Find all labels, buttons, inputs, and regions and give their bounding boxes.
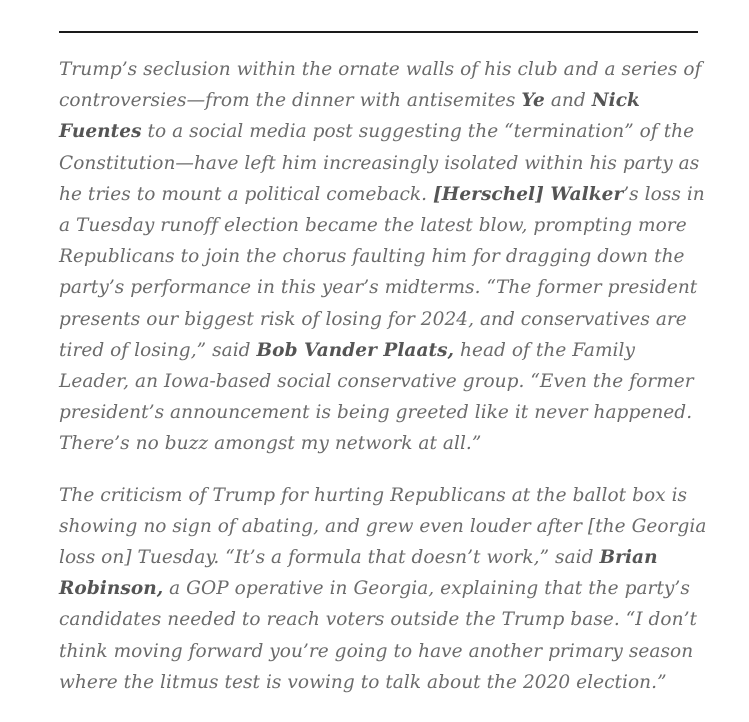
article-excerpt (59, 54, 707, 698)
article-paragraph-2 (59, 480, 707, 698)
text-segment: head of the Family Leader, an Iowa-based social conservative group. “Even the former president’s announcement is being greeted like it never happened. There’s no buzz amongst my network at all.” (59, 339, 694, 455)
text-segment: a GOP operative in Georgia, explaining that the party’s candidates needed to reach voters outside the Trump base. “I don’t think moving forward you’re going to have another primary season where the litmus test is vowing to talk about the 2020 election.” (59, 578, 697, 693)
text-segment: The criticism of Trump for hurting Republicans at the ballot box is showing no sign of abating, and grew even louder after [the Georgia loss on] Tuesday. “It’s a formula that doesn’t work,” said (59, 484, 707, 569)
person-name-herschel-walker: [Herschel] Walker (433, 183, 624, 205)
text-segment: ’s loss in a Tuesday runoff election became the latest blow, prompting more Republicans to join the chorus faulting him for dragging down the party’s performance in this year’s midterms. “The former president presents our biggest risk of losing for 2024, and conservatives are tired of losing,” said (59, 183, 705, 361)
person-name-brian-robinson: Brian Robinson, (59, 547, 658, 600)
top-divider (59, 31, 698, 33)
person-name-ye: Ye (521, 90, 545, 112)
article-paragraph-1 (59, 54, 707, 460)
person-name-bob-vander-plaats: Bob Vander Plaats, (256, 339, 455, 361)
text-segment: to a social media post suggesting the “termination” of the Constitution—have left him increasingly isolated within his party as he tries to mount a political comeback. (59, 121, 700, 205)
text-segment: Trump’s seclusion within the ornate walls of his club and a series of controversies—from the dinner with antisemites (59, 59, 702, 112)
text-segment: and (544, 90, 592, 112)
person-name-nick-fuentes: Nick Fuentes (59, 90, 640, 143)
